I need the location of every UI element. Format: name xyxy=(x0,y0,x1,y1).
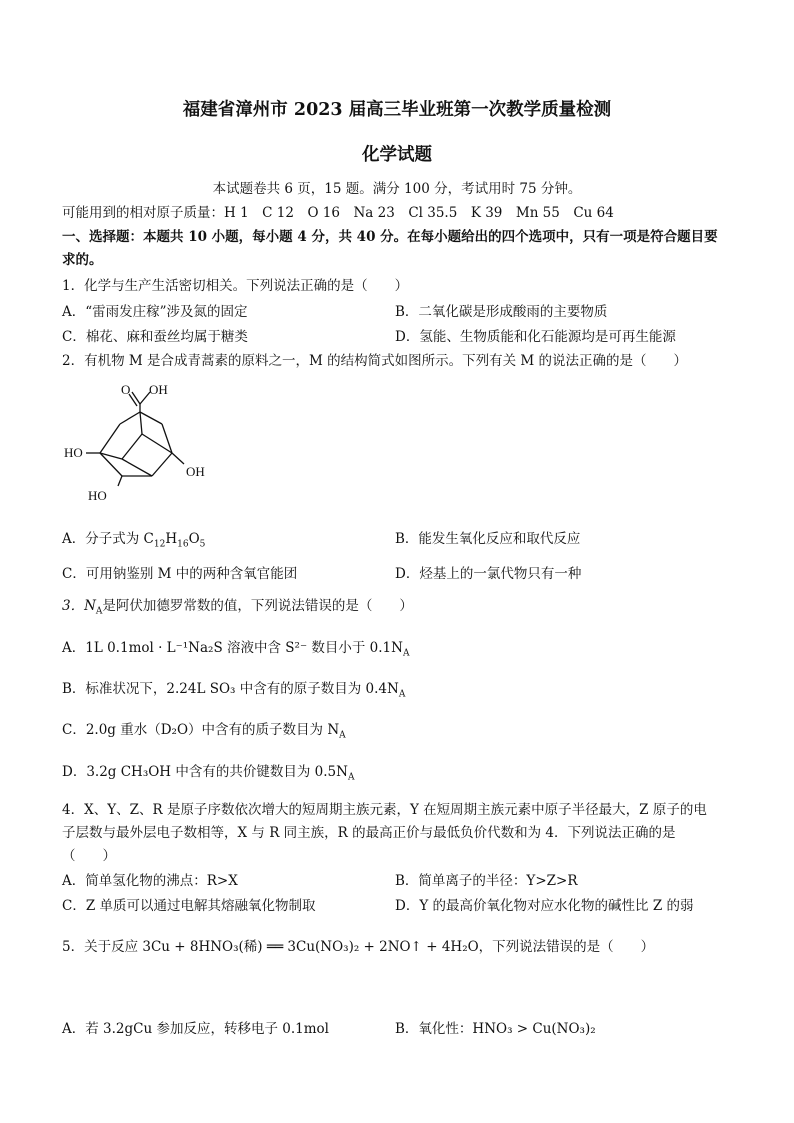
exam-subtitle: 化学试题 xyxy=(362,145,432,165)
q4-stem-line1: 4．X、Y、Z、R 是原子序数依次增大的短周期主族元素，Y 在短周期主族元素中原子半径最大，Z 原子的电 xyxy=(62,802,707,818)
q2-option-b: B．能发生氧化反应和取代反应 xyxy=(395,531,581,547)
q5-stem: 5．关于反应 3Cu + 8HNO₃(稀) ══ 3Cu(NO₃)₂ + 2NO↑ + 4H₂O，下列说法错误的是（ ） xyxy=(62,939,655,955)
q1-stem: 1．化学与生产生活密切相关。下列说法正确的是（ ） xyxy=(62,278,409,294)
mol-label-cooh-oh: OH xyxy=(149,382,168,397)
q3-option-b: B．标准状况下，2.24L SO₃ 中含有的原子数目为 $0.4N_A$ xyxy=(62,681,406,700)
q5-option-b: B．氧化性：HNO₃ > Cu(NO₃)₂ xyxy=(395,1021,596,1037)
exam-info: 本试题卷共 6 页，15 题。满分 100 分，考试用时 75 分钟。 xyxy=(212,181,582,197)
section-heading-line2: 求的。 xyxy=(62,252,103,268)
q5-option-a: A．若 3.2gCu 参加反应，转移电子 0.1mol xyxy=(62,1021,329,1037)
q3-stem: 3．$N_A$是阿伏加德罗常数的值，下列说法错误的是（ ） xyxy=(62,598,413,617)
q2-stem: 2．有机物 M 是合成青蒿素的原料之一，M 的结构简式如图所示。下列有关 M 的说法正确的是（ ） xyxy=(62,353,688,369)
mol-label-ho-bottom: HO xyxy=(88,488,107,503)
q1-option-a: A．“雷雨发庄稼”涉及氮的固定 xyxy=(62,304,248,320)
q2-option-c: C．可用钠鉴别 M 中的两种含氧官能团 xyxy=(62,566,298,582)
q4-option-c: C．Z 单质可以通过电解其熔融氧化物制取 xyxy=(62,898,316,914)
q3-option-a: A．1L 0.1mol · L⁻¹Na₂S 溶液中含 S²⁻ 数目小于 $0.1N_A$ xyxy=(62,640,410,659)
q1-option-b: B．二氧化碳是形成酸雨的主要物质 xyxy=(395,304,608,320)
q3-option-c: C．2.0g 重水（D₂O）中含有的质子数目为 $N_A$ xyxy=(62,722,346,741)
mol-label-oh-right: OH xyxy=(186,464,205,479)
atomic-masses: 可能用到的相对原子质量：H 1 C 12 O 16 Na 23 Cl 35.5 K 39 Mn 55 Cu 64 xyxy=(62,205,614,221)
mol-label-carbonyl-o: O xyxy=(121,382,131,397)
q1-option-c: C．棉花、麻和蚕丝均属于糖类 xyxy=(62,329,248,345)
mol-label-ho-left: HO xyxy=(64,445,83,460)
q4-stem-line3: （ ） xyxy=(62,848,116,864)
q3-option-d: D．3.2g CH₃OH 中含有的共价键数目为 $0.5N_A$ xyxy=(62,764,355,783)
section-heading-line1: 一、选择题：本题共 10 小题，每小题 4 分，共 40 分。在每小题给出的四个选项中，只有一项是符合题目要 xyxy=(62,229,718,245)
molecule-structure-diagram xyxy=(62,376,232,508)
q1-option-d: D．氢能、生物质能和化石能源均是可再生能源 xyxy=(395,329,676,345)
q4-stem-line2: 子层数与最外层电子数相等，X 与 R 同主族，R 的最高正价与最低负价代数和为 4．下列说法正确的是 xyxy=(62,825,676,841)
q4-option-a: A．简单氢化物的沸点：R>X xyxy=(62,873,238,889)
exam-title: 福建省漳州市 2023 届高三毕业班第一次教学质量检测 xyxy=(182,100,612,120)
q2-option-a: A．分子式为 $C_{12}H_{16}O_5$ xyxy=(62,531,206,550)
q2-option-d: D．烃基上的一氯代物只有一种 xyxy=(395,566,582,582)
q4-option-d: D．Y 的最高价氧化物对应水化物的碱性比 Z 的弱 xyxy=(395,898,694,914)
q4-option-b: B．简单离子的半径：Y>Z>R xyxy=(395,873,578,889)
